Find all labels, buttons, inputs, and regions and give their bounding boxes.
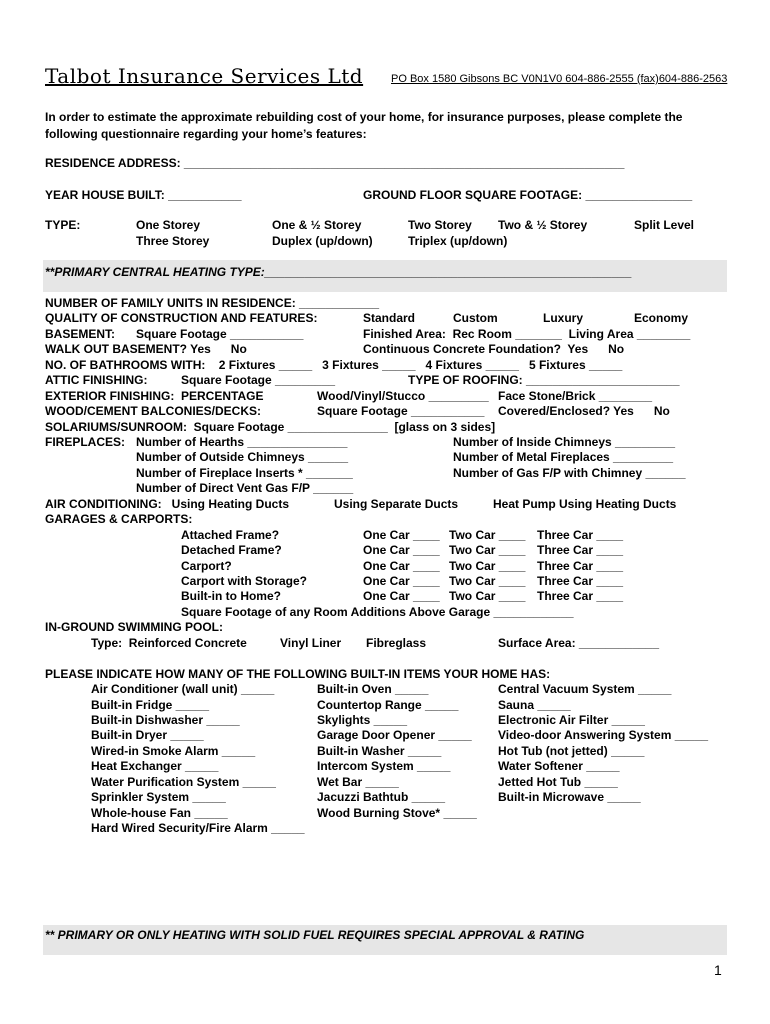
- garage-three-car[interactable]: Three Car ____: [537, 574, 624, 588]
- exterior-stone-field[interactable]: Face Stone/Brick ________: [498, 389, 653, 403]
- quality-custom[interactable]: Custom: [453, 311, 498, 325]
- garage-one-car[interactable]: One Car ____: [363, 574, 440, 588]
- builtin-item[interactable]: Wired-in Smoke Alarm _____: [91, 744, 256, 758]
- garage-row-label: Built-in to Home?: [181, 589, 281, 603]
- residence-address-field[interactable]: RESIDENCE ADDRESS: __________________________________________________________________: [45, 156, 625, 170]
- balconies-sqft-field[interactable]: Square Footage ___________: [317, 404, 485, 418]
- builtin-item[interactable]: Built-in Fridge _____: [91, 698, 210, 712]
- fp-outside-chimneys-field[interactable]: Number of Outside Chimneys ______: [136, 450, 349, 464]
- pool-reinforced-concrete[interactable]: Type: Reinforced Concrete: [91, 636, 247, 650]
- garages-label: GARAGES & CARPORTS:: [45, 512, 193, 526]
- pool-surface-area-field[interactable]: Surface Area: ____________: [498, 636, 660, 650]
- company-name: Talbot Insurance Services Ltd: [45, 64, 364, 88]
- basement-finished-field[interactable]: Finished Area: Rec Room _______ Living Area ________: [363, 327, 691, 341]
- family-units-field[interactable]: NUMBER OF FAMILY UNITS IN RESIDENCE: ____________: [45, 296, 380, 310]
- attic-sqft-field[interactable]: Square Footage _________: [181, 373, 336, 387]
- builtin-item[interactable]: Hard Wired Security/Fire Alarm _____: [91, 821, 305, 835]
- builtin-item[interactable]: Electronic Air Filter _____: [498, 713, 645, 727]
- type-three-storey[interactable]: Three Storey: [136, 234, 210, 248]
- footer-note: ** PRIMARY OR ONLY HEATING WITH SOLID FUEL REQUIRES SPECIAL APPROVAL & RATING: [45, 928, 585, 942]
- builtin-item[interactable]: Heat Exchanger _____: [91, 759, 219, 773]
- builtin-item[interactable]: Water Purification System _____: [91, 775, 276, 789]
- garage-row-label: Attached Frame?: [181, 528, 280, 542]
- quality-economy[interactable]: Economy: [634, 311, 689, 325]
- ac-heating-ducts[interactable]: AIR CONDITIONING: Using Heating Ducts: [45, 497, 290, 511]
- garage-row-label: Detached Frame?: [181, 543, 282, 557]
- solarium-field[interactable]: SOLARIUMS/SUNROOM: Square Footage _______________ [glass on 3 sides]: [45, 420, 496, 434]
- garage-one-car[interactable]: One Car ____: [363, 589, 440, 603]
- type-label: TYPE:: [45, 218, 81, 232]
- builtin-item[interactable]: Skylights _____: [317, 713, 408, 727]
- type-two-storey[interactable]: Two Storey: [408, 218, 472, 232]
- builtin-item[interactable]: Built-in Microwave _____: [498, 790, 641, 804]
- basement-label: BASEMENT:: [45, 327, 116, 341]
- exterior-wood-field[interactable]: Wood/Vinyl/Stucco _________: [317, 389, 489, 403]
- year-built-field[interactable]: YEAR HOUSE BUILT: ___________: [45, 188, 242, 202]
- builtin-item[interactable]: Countertop Range _____: [317, 698, 459, 712]
- pool-vinyl-liner[interactable]: Vinyl Liner: [280, 636, 342, 650]
- garage-three-car[interactable]: Three Car ____: [537, 528, 624, 542]
- fp-inside-chimneys-field[interactable]: Number of Inside Chimneys _________: [453, 435, 676, 449]
- builtin-item[interactable]: Wood Burning Stove* _____: [317, 806, 477, 820]
- builtin-item[interactable]: Jacuzzi Bathtub _____: [317, 790, 446, 804]
- ground-floor-field[interactable]: GROUND FLOOR SQUARE FOOTAGE: ________________: [363, 188, 693, 202]
- builtin-item[interactable]: Built-in Dishwasher _____: [91, 713, 240, 727]
- garage-two-car[interactable]: Two Car ____: [449, 543, 526, 557]
- fp-hearths-field[interactable]: Number of Hearths _______________: [136, 435, 348, 449]
- garage-three-car[interactable]: Three Car ____: [537, 589, 624, 603]
- basement-sqft-field[interactable]: Square Footage ___________: [136, 327, 304, 341]
- fp-metal-field[interactable]: Number of Metal Fireplaces _________: [453, 450, 674, 464]
- builtin-item[interactable]: Hot Tub (not jetted) _____: [498, 744, 645, 758]
- exterior-label: EXTERIOR FINISHING: PERCENTAGE: [45, 389, 264, 403]
- garage-row-label: Carport?: [181, 559, 232, 573]
- garage-one-car[interactable]: One Car ____: [363, 543, 440, 557]
- type-split-level[interactable]: Split Level: [634, 218, 695, 232]
- builtin-item[interactable]: Air Conditioner (wall unit) _____: [91, 682, 275, 696]
- company-contact: PO Box 1580 Gibsons BC V0N1V0 604-886-2555 (fax)604-886-2563: [391, 73, 728, 85]
- type-two-half-storey[interactable]: Two & ½ Storey: [498, 218, 588, 232]
- fp-gas-field[interactable]: Number of Gas F/P with Chimney ______: [453, 466, 686, 480]
- bathrooms-field[interactable]: NO. OF BATHROOMS WITH: 2 Fixtures _____ 3 Fixtures _____ 4 Fixtures _____ 5 Fixtures _____: [45, 358, 623, 372]
- builtin-item[interactable]: Water Softener _____: [498, 759, 620, 773]
- builtin-item[interactable]: Whole-house Fan _____: [91, 806, 228, 820]
- intro-text: In order to estimate the approximate rebuilding cost of your home, for insurance purposes, please complete the following questionnaire regarding your home’s features:: [45, 110, 683, 141]
- ac-heat-pump[interactable]: Heat Pump Using Heating Ducts: [493, 497, 677, 511]
- quality-standard[interactable]: Standard: [363, 311, 416, 325]
- pool-fibreglass[interactable]: Fibreglass: [366, 636, 427, 650]
- balconies-label: WOOD/CEMENT BALCONIES/DECKS:: [45, 404, 261, 418]
- quality-luxury[interactable]: Luxury: [543, 311, 584, 325]
- builtin-item[interactable]: Sauna _____: [498, 698, 571, 712]
- garage-two-car[interactable]: Two Car ____: [449, 528, 526, 542]
- builtin-item[interactable]: Built-in Dryer _____: [91, 728, 204, 742]
- page-number: 1: [714, 962, 722, 978]
- builtin-item[interactable]: Sprinkler System _____: [91, 790, 226, 804]
- fp-inserts-field[interactable]: Number of Fireplace Inserts * _______: [136, 466, 353, 480]
- fireplaces-label: FIREPLACES:: [45, 435, 126, 449]
- builtin-item[interactable]: Built-in Washer _____: [317, 744, 442, 758]
- balconies-covered[interactable]: Covered/Enclosed? Yes No: [498, 404, 670, 418]
- garage-row-label: Carport with Storage?: [181, 574, 308, 588]
- type-one-half-storey[interactable]: One & ½ Storey: [272, 218, 362, 232]
- type-triplex[interactable]: Triplex (up/down): [408, 234, 508, 248]
- concrete-foundation[interactable]: Continuous Concrete Foundation? Yes No: [363, 342, 625, 356]
- builtin-item[interactable]: Built-in Oven _____: [317, 682, 429, 696]
- room-additions-field[interactable]: Square Footage of any Room Additions Above Garage ____________: [181, 605, 574, 619]
- garage-two-car[interactable]: Two Car ____: [449, 559, 526, 573]
- builtin-item[interactable]: Jetted Hot Tub _____: [498, 775, 618, 789]
- garage-one-car[interactable]: One Car ____: [363, 559, 440, 573]
- builtin-item[interactable]: Intercom System _____: [317, 759, 451, 773]
- garage-two-car[interactable]: Two Car ____: [449, 589, 526, 603]
- garage-three-car[interactable]: Three Car ____: [537, 559, 624, 573]
- primary-heating-field[interactable]: **PRIMARY CENTRAL HEATING TYPE:_______________________________________________________: [45, 265, 632, 279]
- type-duplex[interactable]: Duplex (up/down): [272, 234, 373, 248]
- builtin-item[interactable]: Central Vacuum System _____: [498, 682, 672, 696]
- builtin-item[interactable]: Video-door Answering System _____: [498, 728, 709, 742]
- pool-label: IN-GROUND SWIMMING POOL:: [45, 620, 223, 634]
- garage-one-car[interactable]: One Car ____: [363, 528, 440, 542]
- builtin-heading: PLEASE INDICATE HOW MANY OF THE FOLLOWING BUILT-IN ITEMS YOUR HOME HAS:: [45, 667, 551, 681]
- fp-direct-vent-field[interactable]: Number of Direct Vent Gas F/P ______: [136, 481, 354, 495]
- builtin-item[interactable]: Garage Door Opener _____: [317, 728, 472, 742]
- walkout-basement[interactable]: WALK OUT BASEMENT? Yes No: [45, 342, 247, 356]
- garage-two-car[interactable]: Two Car ____: [449, 574, 526, 588]
- type-one-storey[interactable]: One Storey: [136, 218, 201, 232]
- garage-three-car[interactable]: Three Car ____: [537, 543, 624, 557]
- roofing-field[interactable]: TYPE OF ROOFING: _______________________: [408, 373, 680, 387]
- attic-label: ATTIC FINISHING:: [45, 373, 148, 387]
- ac-separate-ducts[interactable]: Using Separate Ducts: [334, 497, 459, 511]
- quality-label: QUALITY OF CONSTRUCTION AND FEATURES:: [45, 311, 318, 325]
- builtin-item[interactable]: Wet Bar _____: [317, 775, 399, 789]
